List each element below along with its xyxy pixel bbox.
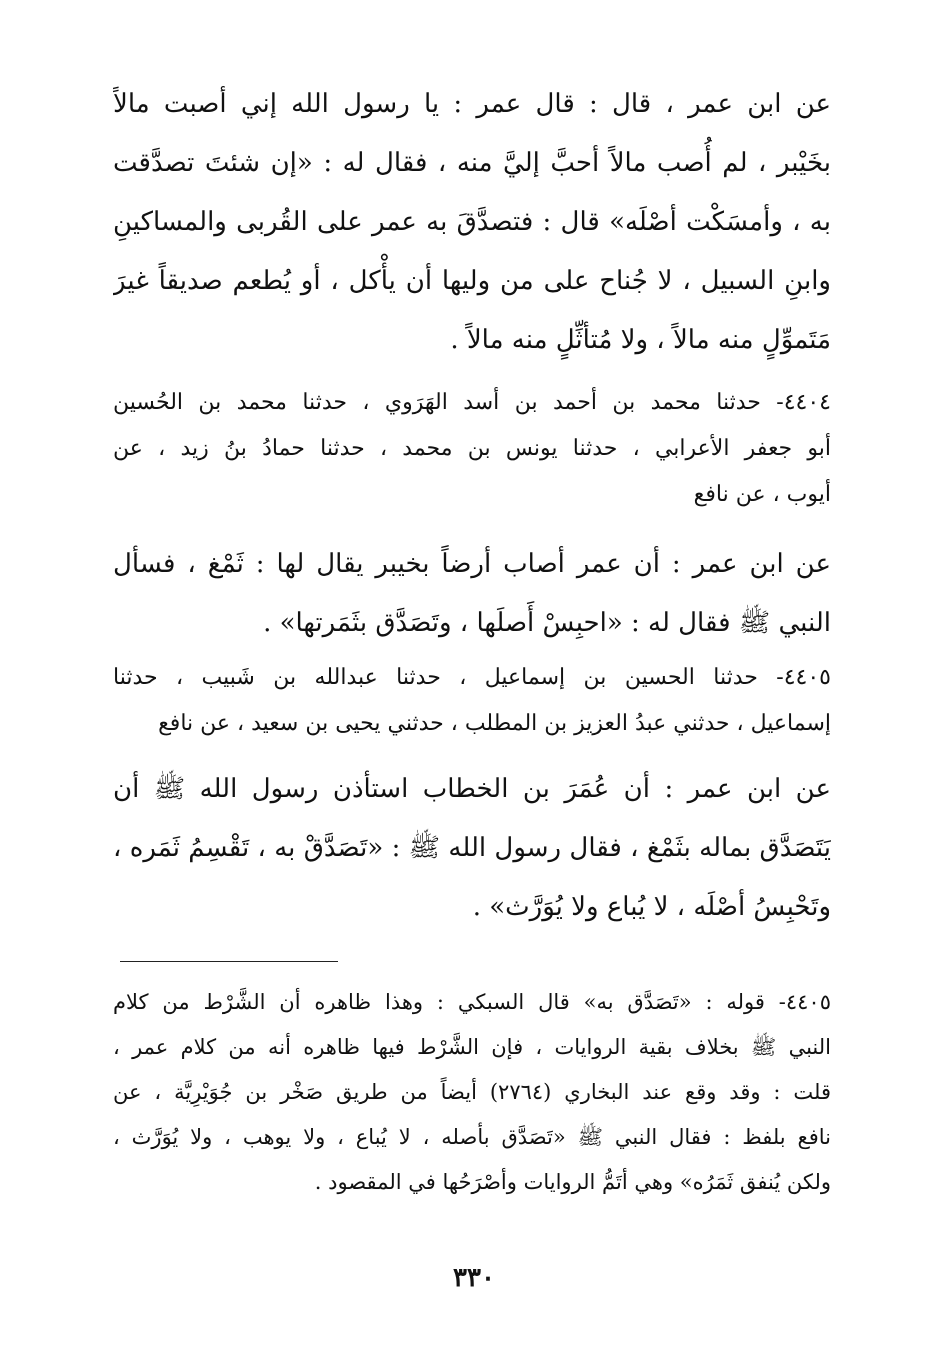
text-line: بخَيْبر ، لم أُصب مالاً أحبَّ إليَّ منه ، فقال له : «إن شئتَ تصدَّقت (113, 148, 831, 178)
text-line: عن ابن عمر ، قال : قال عمر : يا رسول الله إني أصبت مالاً (113, 89, 831, 119)
text-line: يَتَصَدَّق بماله بثَمْغ ، فقال رسول الله ﷺ : «تَصَدَّقْ به ، تَقْسِمُ ثَمَره ، (113, 833, 831, 863)
text-line: به ، وأمسَكْت أصْلَه» قال : فتصدَّقَ به عمر على القُربى والمساكينِ (113, 207, 831, 237)
text-line: عن ابن عمر : أن عُمَرَ بن الخطاب استأذن رسول الله ﷺ أن (113, 774, 831, 804)
text-line: مَتَموِّلٍ منه مالاً ، ولا مُتأثِّلٍ منه مالاً . (450, 325, 831, 355)
footnote-line: ٤٤٠٥- قوله : «تَصَدَّق به» قال السبكي : وهذا ظاهره أن الشَّرْط من كلام (113, 990, 831, 1014)
footnote-line: النبي ﷺ بخلاف بقية الروايات ، فإن الشَّرْط فيها ظاهره أنه من كلام عمر ، (113, 1035, 831, 1059)
hadith-text-3 (113, 760, 831, 937)
text-line: وتَحْبِسُ أصْلَه ، لا يُباع ولا يُوَرَّث» . (472, 892, 831, 922)
isnad-line: إسماعيل ، حدثني عبدُ العزيز بن المطلب ، حدثني يحيى بن سعيد ، عن نافع (158, 711, 831, 736)
isnad-line: أبو جعفر الأعرابي ، حدثنا يونس بن محمد ، حدثنا حمادُ بنُ زيد ، عن (113, 436, 831, 461)
isnad-4405 (113, 655, 831, 747)
isnad-line: ٤٤٠٤- حدثنا محمد بن أحمد بن أسد الهَرَوي ، حدثنا محمد بن الحُسين (113, 390, 831, 415)
isnad-4404 (113, 380, 831, 518)
text-line: النبي ﷺ فقال له : «احبِسْ أَصلَها ، وتَصَدَّق بثَمَرتها» . (263, 608, 831, 638)
text-line: وابنِ السبيل ، لا جُناح على من وليها أن يأْكل ، أو يُطعم صديقاً غيرَ (113, 266, 831, 296)
isnad-line: أيوب ، عن نافع (693, 482, 831, 507)
text-line: عن ابن عمر : أن عمر أصاب أرضاً بخيبر يقال لها : ثَمْغ ، فسأل (113, 549, 831, 579)
isnad-line: ٤٤٠٥- حدثنا الحسين بن إسماعيل ، حدثنا عبدالله بن شَبيب ، حدثنا (113, 665, 831, 690)
hadith-text-1 (113, 75, 831, 370)
footnote-line: نافع بلفظ : فقال النبي ﷺ «تَصَدَّق بأصله ، لا يُباع ، ولا يوهب ، ولا يُوَرَّث ، (113, 1125, 831, 1149)
footnote-separator (120, 961, 338, 962)
page-number: ٣٣٠ (453, 1263, 495, 1293)
hadith-text-2 (113, 535, 831, 653)
footnote-line: قلت : وقد وقع عند البخاري (٢٧٦٤) أيضاً من طريق صَخْر بن جُوَيْرِيَّة ، عن (113, 1080, 831, 1104)
footnote-line: ولكن يُنفق ثَمَرُه» وهي أتَمُّ الروايات وأصْرَحُها في المقصود . (314, 1170, 831, 1194)
footnote (113, 980, 831, 1205)
